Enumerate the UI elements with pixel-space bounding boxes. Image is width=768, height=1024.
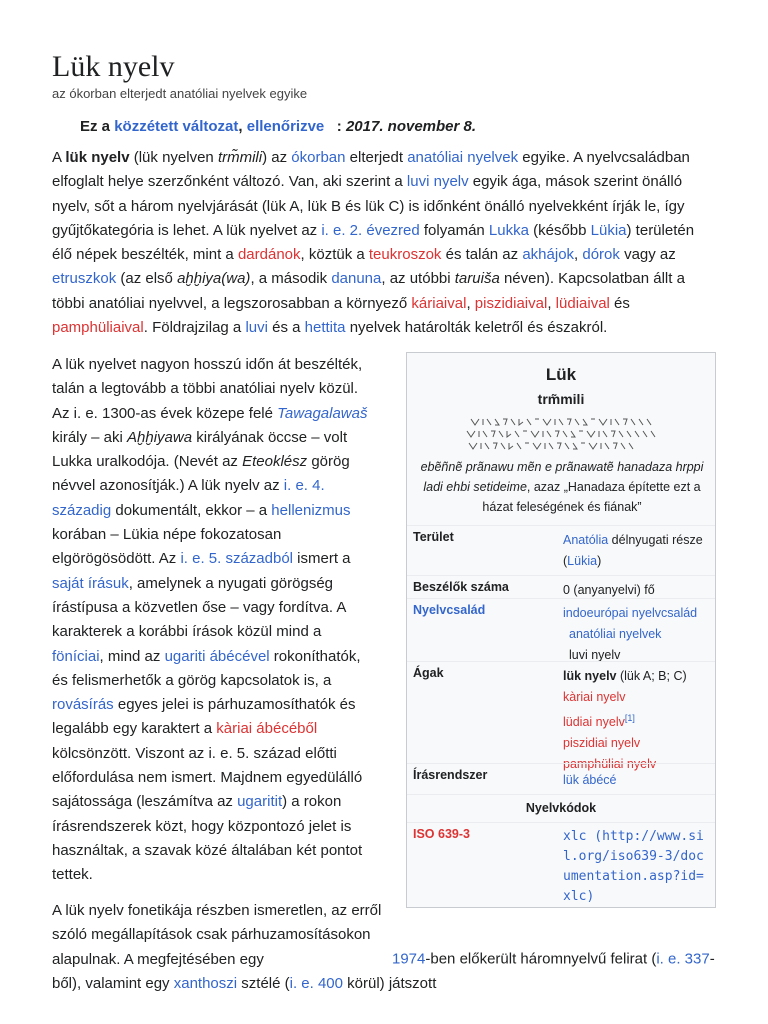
link-nyelvcsalad-label[interactable]: Nyelvcsalád	[413, 603, 486, 617]
redlink-teukroszok[interactable]: teukroszok	[368, 246, 442, 264]
redlink-dardanok[interactable]: dardánok	[237, 246, 301, 264]
checked-link[interactable]: ellenőrizve	[246, 118, 325, 135]
label-terulet: Terület	[413, 530, 454, 544]
revision-date: 2017. november 8.	[345, 118, 477, 135]
text: király – aki	[52, 428, 128, 446]
link-indoeuropai[interactable]: indoeurópai nyelvcsalád	[563, 606, 698, 620]
text: -ben előkerült háromnyelvű felirat (	[425, 950, 657, 968]
value-nyelvcsalad	[563, 603, 713, 666]
link-anatoliai-infobox[interactable]: anatóliai nyelvek	[569, 627, 662, 641]
caption-translation: , azaz „Hanadaza építette ezt a házat feleségének és fiának”	[482, 480, 701, 514]
italic-term: aḫḫiya(wa)	[177, 270, 251, 288]
label-agak: Ágak	[413, 666, 444, 680]
redlink-piszidiaival[interactable]: piszidiaival	[474, 294, 548, 312]
redlink-pamphuliaival[interactable]: pamphüliaival	[52, 319, 144, 337]
redlink-piszidiai-nyelv[interactable]: piszidiai nyelv	[563, 736, 641, 751]
value-terulet	[563, 530, 713, 572]
link-anatolia[interactable]: Anatólia	[563, 533, 609, 547]
text: egyike. A nyelvcsaládban elfoglalt helye szerzőnként változó. Van, aki szerint a	[52, 149, 690, 191]
row-nyelvkodok-header	[407, 794, 715, 823]
text: ,	[574, 246, 583, 264]
link-sajat-irasuk[interactable]: saját írásuk	[52, 574, 129, 592]
label-beszelok: Beszélők száma	[413, 580, 509, 594]
label-irasrendszer: Írásrendszer	[413, 768, 488, 782]
infobox-caption	[415, 457, 709, 517]
redlink-pamphuliai-nyelv[interactable]: pamphüliai nyelv	[563, 757, 657, 772]
link-xanthoszi[interactable]: xanthoszi	[173, 974, 238, 992]
infobox-title: Lük	[545, 365, 577, 384]
text: , a második	[250, 270, 332, 288]
link-lukia[interactable]: Lükia	[590, 221, 627, 239]
text: A lük nyelv fonetikája részben ismeretlen, az erről szóló megállapítások csak párhuzamosításokon alapulnak. A megfejtésében egy	[52, 902, 382, 968]
link-ie-337[interactable]: i. e. 337	[656, 950, 710, 968]
link-lukia-infobox[interactable]: Lükia	[567, 554, 598, 568]
italic-term: taruiša	[454, 270, 500, 288]
text: . Földrajzilag a	[143, 319, 246, 337]
link-okorban[interactable]: ókorban	[291, 149, 346, 166]
text: ,	[466, 294, 475, 312]
italic-term: Eteoklész	[242, 453, 308, 471]
text: (később	[528, 221, 591, 239]
text: , köztük a	[300, 246, 369, 264]
link-akhajok[interactable]: akhájok	[522, 246, 575, 264]
link-hettita[interactable]: hettita	[304, 319, 346, 337]
text: , mind az	[99, 647, 165, 665]
link-evezred[interactable]: i. e. 2. évezred	[321, 221, 420, 239]
text: elterjedt	[345, 149, 408, 166]
lycian-inscription-image	[465, 415, 661, 451]
text: ) a rokon írásrendszerek közt, hogy központozó jelet is használtak, a szavak közé általában két pontot tettek.	[52, 793, 363, 884]
link-luk-abece[interactable]: lük ábécé	[563, 773, 617, 787]
published-version-link[interactable]: közzétett változat	[114, 118, 239, 135]
link-4-szazad[interactable]: i. e. 4. századig	[52, 477, 325, 519]
row-terulet	[407, 525, 715, 580]
text: korában – Lükia népe fokozatosan elgörögösödött. Az	[52, 526, 282, 568]
link-ugaritit[interactable]: ugaritit	[237, 793, 283, 811]
text: ) az	[262, 149, 292, 166]
text: és a	[267, 319, 305, 337]
text: sztélé (	[237, 974, 290, 992]
text: nyelvek határolták keletről és északról.	[345, 319, 608, 337]
redlink-ludiai-nyelv[interactable]: lüdiai nyelv	[563, 715, 625, 730]
row-iso	[407, 822, 715, 909]
link-luvi[interactable]: luvi	[245, 319, 268, 337]
text: királyának öccse – volt Lukka uralkodója. (Nevét az	[52, 428, 348, 471]
link-hellenizmus[interactable]: hellenizmus	[271, 501, 351, 519]
bold-luk-nyelv: lük nyelv	[563, 669, 617, 683]
infobox-native-name: trm̃mili	[537, 391, 585, 407]
link-anatoliai-nyelvek[interactable]: anatóliai nyelvek	[407, 149, 519, 166]
page-subtitle: az ókorban elterjedt anatóliai nyelvek egyike	[52, 86, 308, 101]
row-beszelok	[407, 575, 715, 600]
link-rovasiras[interactable]: rovásírás	[52, 696, 114, 714]
text: egyik ága, mások szerint önálló nyelv, sőt a három nyelvjárását (lük A, lük B és lük C) is időnként önálló nyelvekként írják le, így gyűjtőkategória is lehet. A lük nyelvet az	[52, 173, 685, 239]
redlink-kariai-abece[interactable]: kàriai ábécéből	[216, 720, 318, 738]
row-irasrendszer	[407, 763, 715, 794]
link-ie-400[interactable]: i. e. 400	[289, 974, 343, 992]
header-nyelvkodok: Nyelvkódok	[525, 801, 597, 815]
intro-paragraph	[52, 146, 712, 340]
text: körül) játszott	[343, 974, 437, 992]
text: , az utóbbi	[381, 270, 455, 288]
text: ,	[547, 294, 556, 312]
link-lukka[interactable]: Lukka	[488, 221, 529, 239]
text-luvi-nyelv: luvi nyelv	[569, 648, 621, 662]
redlink-ludiaival[interactable]: lüdiaival	[555, 294, 610, 312]
reference-link[interactable]: [1]	[624, 713, 635, 723]
phonetics-paragraph	[52, 899, 724, 996]
revision-notice	[80, 118, 476, 135]
italic-term: Aḫḫiyawa	[127, 428, 193, 446]
link-5-szazad[interactable]: i. e. 5. századból	[180, 550, 294, 568]
link-iso-code[interactable]: xlc (http://www.sil.org/iso639-3/documentation.asp?id=xlc)	[563, 829, 704, 904]
text: és	[609, 294, 630, 312]
revision-prefix: Ez a	[80, 118, 111, 135]
text: A lük nyelvet nagyon hosszú időn át beszélték, talán a legtovább a többi anatóliai nyelv közül. Az i. e. 1300-as évek közepe felé	[52, 356, 363, 422]
revision-comma: ,	[238, 118, 243, 135]
caption-lycian: ebẽñnẽ prãnawu mẽn e prãnawatẽ hanadaza hrppi ladi ehbi setideime	[420, 460, 704, 494]
text: ismert a	[293, 550, 351, 568]
text: néven). Kapcsolatban állt a többi anatóliai nyelvvel, a legszorosabban a környező	[52, 270, 685, 312]
link-tawagalawas[interactable]: Tawagalawaš	[277, 404, 368, 422]
text: (az első	[116, 270, 178, 288]
redlink-kariai-nyelv[interactable]: kàriai nyelv	[563, 690, 626, 704]
value-agak	[563, 666, 713, 775]
text: (lük A; B; C)	[616, 669, 687, 683]
text: kölcsönzött. Viszont az i. e. 5. század előtti előfordulása nem ismert. Majdnem egyedülálló sajátossága (leszámítva az	[52, 744, 363, 811]
text: vagy az	[619, 246, 676, 264]
text: rokoníthatók, és felismerhetők a görög kapcsolatok is, a	[52, 647, 361, 689]
redlink-iso-639-3[interactable]: ISO 639-3	[413, 827, 470, 841]
redlink-kariaival[interactable]: káriaival	[411, 294, 467, 312]
text: )	[597, 554, 602, 568]
link-dorok[interactable]: dórok	[582, 246, 620, 264]
page-title: Lük nyelv	[52, 50, 175, 83]
revision-colon: :	[336, 118, 342, 135]
text: egyes jelei is párhuzamosíthatók és legalább egy karaktert a	[52, 696, 356, 738]
text: dokumentált, ekkor – a	[111, 501, 272, 519]
text: , amelynek a nyugati görögség írástípusa a közvetlen őse – vagy fordítva. A karakterek a korábbi írások közül mind a	[52, 574, 346, 641]
language-infobox	[406, 352, 716, 908]
history-paragraph	[52, 353, 372, 888]
text: folyamán	[419, 221, 489, 239]
value-beszelok: 0 (anyanyelvi) fő	[563, 583, 655, 597]
text: délnyugati része (	[563, 533, 703, 568]
text: ) területén élő népek beszélték, mint a	[52, 221, 695, 264]
text: és talán az	[441, 246, 523, 264]
text: (lük nyelven	[129, 149, 218, 166]
text: -ből), valamint egy	[52, 950, 715, 992]
link-1974[interactable]: 1974	[392, 950, 426, 968]
text: A	[52, 149, 66, 166]
link-danuna[interactable]: danuna	[331, 270, 382, 288]
link-ugariti-abece[interactable]: ugariti ábécével	[164, 647, 270, 665]
link-foniciai[interactable]: föníciai	[52, 647, 100, 665]
row-agak	[407, 661, 715, 772]
link-luvi-nyelv[interactable]: luvi nyelv	[406, 173, 469, 191]
row-nyelvcsalad	[407, 598, 715, 661]
italic-term: trm̃mili	[217, 149, 263, 166]
bold-term: lük nyelv	[65, 149, 130, 166]
link-etruszkok[interactable]: etruszkok	[52, 270, 117, 288]
text: görög névvel azonosítják.) A lük nyelv az	[52, 453, 350, 495]
